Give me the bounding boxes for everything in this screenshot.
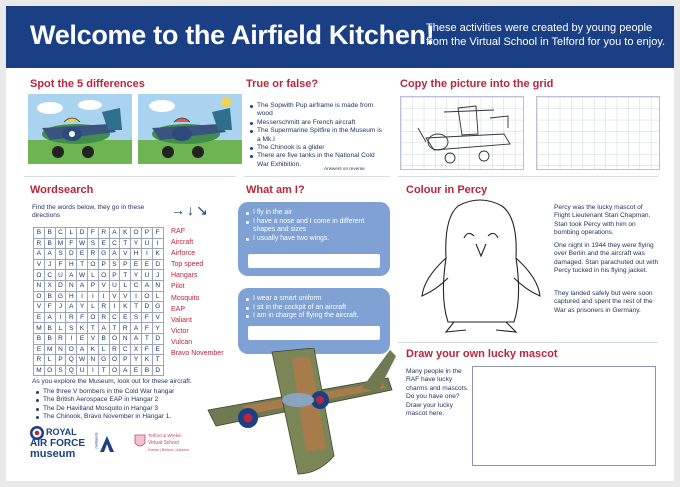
wordsearch-cell[interactable]: H bbox=[131, 249, 142, 260]
wordsearch-cell[interactable]: W bbox=[77, 355, 88, 366]
wordsearch-word: Airforce bbox=[171, 250, 196, 258]
mascot-cta: Draw your lucky mascot here. bbox=[406, 402, 453, 418]
wordsearch-cell[interactable]: V bbox=[109, 291, 120, 302]
wordsearch-cell[interactable]: B bbox=[34, 333, 45, 344]
school-logo-text: Virtual School bbox=[148, 440, 179, 446]
mascot-title: Draw your own lucky mascot bbox=[406, 348, 558, 360]
wordsearch-cell[interactable]: S bbox=[109, 259, 120, 270]
wordsearch-row bbox=[34, 333, 164, 344]
wordsearch-cell[interactable]: A bbox=[44, 312, 55, 323]
wordsearch-cell[interactable]: H bbox=[66, 259, 77, 270]
mascot-text: Many people in the RAF have lucky charms and mascots. Do you have one? bbox=[406, 368, 469, 401]
wordsearch-cell[interactable]: K bbox=[87, 344, 98, 355]
wordsearch-cell[interactable]: V bbox=[120, 291, 131, 302]
wordsearch-word: Top speed bbox=[171, 261, 204, 269]
wordsearch-cell[interactable]: I bbox=[55, 312, 66, 323]
wordsearch-cell[interactable]: O bbox=[34, 291, 45, 302]
school-logo-text: Telford & Wrekin bbox=[148, 433, 182, 438]
wordsearch-cell[interactable]: B bbox=[44, 291, 55, 302]
wordsearch-cell[interactable]: E bbox=[131, 259, 142, 270]
wordsearch-row bbox=[34, 344, 164, 355]
wordsearch-word: Pilot bbox=[171, 283, 185, 291]
wordsearch-cell[interactable]: W bbox=[77, 270, 88, 281]
wordsearch-row bbox=[34, 259, 164, 270]
truefalse-item: Messerschmitt are French aircraft bbox=[250, 119, 382, 127]
clue-line: I wear a smart uniform bbox=[246, 295, 359, 304]
wordsearch-cell[interactable]: A bbox=[141, 280, 152, 291]
wordsearch-cell[interactable]: N bbox=[120, 333, 131, 344]
wordsearch-row bbox=[34, 249, 164, 260]
wordsearch-cell[interactable]: R bbox=[34, 355, 45, 366]
aircraft-item: The three V bombers in the Cold War hangar bbox=[36, 388, 236, 396]
wordsearch-cell[interactable]: M bbox=[44, 344, 55, 355]
wordsearch-cell[interactable]: J bbox=[55, 302, 66, 313]
wordsearch-cell[interactable]: L bbox=[66, 228, 77, 239]
wordsearch-row bbox=[34, 365, 164, 376]
wordsearch-cell[interactable]: C bbox=[55, 228, 66, 239]
wordsearch-word-list bbox=[171, 226, 224, 359]
wordsearch-cell[interactable]: L bbox=[55, 323, 66, 334]
wordsearch-cell[interactable]: F bbox=[141, 323, 152, 334]
wordsearch-cell[interactable]: L bbox=[152, 291, 163, 302]
wordsearch-word: Valiant bbox=[171, 316, 192, 324]
wordsearch-cell[interactable]: L bbox=[87, 302, 98, 313]
wordsearch-cell[interactable]: R bbox=[98, 228, 109, 239]
wordsearch-cell[interactable]: E bbox=[120, 312, 131, 323]
raf-logo-text: ROYAL bbox=[46, 427, 77, 437]
copy-target-grid[interactable] bbox=[536, 96, 660, 170]
clue-line: I have a nose and I come in different shapes and sizes bbox=[246, 218, 380, 235]
wordsearch-cell[interactable]: D bbox=[152, 365, 163, 376]
wordsearch-cell[interactable]: V bbox=[98, 280, 109, 291]
wordsearch-grid bbox=[33, 227, 164, 376]
wordsearch-cell[interactable]: O bbox=[34, 270, 45, 281]
wordsearch-cell[interactable]: T bbox=[120, 270, 131, 281]
wordsearch-cell[interactable]: K bbox=[120, 302, 131, 313]
wordsearch-cell[interactable]: S bbox=[87, 238, 98, 249]
spot-title: Spot the 5 differences bbox=[30, 78, 145, 90]
wordsearch-cell[interactable]: X bbox=[131, 344, 142, 355]
percy-text-3: They landed safely but were soon captured and spent the rest of the War as prisoners in Germany. bbox=[554, 290, 653, 314]
wordsearch-cell[interactable]: B bbox=[98, 333, 109, 344]
wordsearch-cell[interactable]: T bbox=[87, 323, 98, 334]
wordsearch-cell[interactable]: E bbox=[152, 344, 163, 355]
wordsearch-cell[interactable]: N bbox=[55, 344, 66, 355]
wordsearch-title: Wordsearch bbox=[30, 184, 94, 196]
wordsearch-word: Bravo November bbox=[171, 350, 224, 358]
percy-penguin-outline bbox=[418, 198, 544, 338]
divider bbox=[24, 176, 236, 177]
spitfire-illustration bbox=[202, 348, 398, 478]
wordsearch-cell[interactable]: W bbox=[77, 238, 88, 249]
wordsearch-cell[interactable]: T bbox=[77, 259, 88, 270]
wordsearch-cell[interactable]: D bbox=[77, 228, 88, 239]
wordsearch-cell[interactable]: K bbox=[120, 228, 131, 239]
wordsearch-cell[interactable]: S bbox=[55, 249, 66, 260]
wordsearch-cell[interactable]: P bbox=[87, 280, 98, 291]
wordsearch-cell[interactable]: B bbox=[44, 228, 55, 239]
wordsearch-cell[interactable]: O bbox=[109, 365, 120, 376]
wordsearch-cell[interactable]: T bbox=[98, 365, 109, 376]
raf-logo-text: museum bbox=[30, 448, 76, 460]
wordsearch-cell[interactable]: Q bbox=[66, 355, 77, 366]
wordsearch-cell[interactable]: P bbox=[109, 270, 120, 281]
wordsearch-cell[interactable]: F bbox=[66, 238, 77, 249]
truefalse-list bbox=[250, 102, 382, 169]
percy-text-2: One night in 1944 they were flying over Berlin and the aircraft was damaged. Stan parachuted out with Percy tucked in his flying jacket. bbox=[554, 242, 659, 275]
wordsearch-intro: Find the words below, they go in these directions bbox=[32, 204, 145, 220]
percy-text-1: Percy was the lucky mascot of Flight Lieutenant Stan Chapman. Stan took Percy with him on bombing operations. bbox=[554, 204, 651, 237]
wordsearch-cell[interactable]: B bbox=[44, 238, 55, 249]
wordsearch-cell[interactable]: E bbox=[77, 249, 88, 260]
wordsearch-cell[interactable]: E bbox=[77, 333, 88, 344]
wordsearch-cell[interactable]: T bbox=[152, 355, 163, 366]
spot-picture-right bbox=[138, 94, 242, 164]
wordsearch-cell[interactable]: D bbox=[152, 333, 163, 344]
aircraft-item: The Chinook, Bravo November in Hangar 1. bbox=[36, 413, 236, 421]
wordsearch-cell[interactable]: I bbox=[66, 333, 77, 344]
wordsearch-cell[interactable]: K bbox=[77, 323, 88, 334]
wordsearch-cell[interactable]: R bbox=[109, 344, 120, 355]
wordsearch-cell[interactable]: F bbox=[77, 312, 88, 323]
wordsearch-cell[interactable]: O bbox=[66, 344, 77, 355]
wordsearch-word: Victor bbox=[171, 327, 189, 335]
wordsearch-cell[interactable]: B bbox=[44, 323, 55, 334]
aircraft-item: The De Havilland Mosquito in Hangar 3 bbox=[36, 405, 236, 413]
wordsearch-cell[interactable]: A bbox=[109, 249, 120, 260]
wordsearch-cell[interactable]: C bbox=[109, 238, 120, 249]
wordsearch-cell[interactable]: A bbox=[34, 249, 45, 260]
wordsearch-cell[interactable]: Q bbox=[66, 365, 77, 376]
wordsearch-cell[interactable]: M bbox=[34, 365, 45, 376]
wordsearch-cell[interactable]: R bbox=[98, 302, 109, 313]
wordsearch-cell[interactable]: V bbox=[34, 259, 45, 270]
wordsearch-cell[interactable]: G bbox=[98, 249, 109, 260]
wordsearch-cell[interactable]: P bbox=[55, 355, 66, 366]
header-banner bbox=[6, 6, 674, 68]
answer-box-1[interactable] bbox=[248, 254, 380, 268]
wordsearch-cell[interactable]: G bbox=[152, 302, 163, 313]
wordsearch-row bbox=[34, 323, 164, 334]
wordsearch-cell[interactable]: V bbox=[87, 333, 98, 344]
wordsearch-cell[interactable]: Y bbox=[152, 323, 163, 334]
raf-logo-text: AIR FORCE bbox=[30, 438, 85, 449]
truefalse-item: The Chinook is a glider bbox=[250, 144, 382, 152]
wordsearch-cell[interactable]: A bbox=[66, 302, 77, 313]
wordsearch-cell[interactable]: Y bbox=[131, 238, 142, 249]
wordsearch-cell[interactable]: E bbox=[34, 312, 45, 323]
wordsearch-cell[interactable]: Y bbox=[131, 355, 142, 366]
wordsearch-cell[interactable]: U bbox=[141, 270, 152, 281]
page-title: Welcome to the Airfield Kitchen! bbox=[30, 20, 435, 50]
wordsearch-cell[interactable]: R bbox=[120, 323, 131, 334]
wordsearch-cell[interactable]: H bbox=[66, 291, 77, 302]
wordsearch-cell[interactable]: E bbox=[141, 259, 152, 270]
wordsearch-cell[interactable]: A bbox=[98, 323, 109, 334]
wordsearch-cell[interactable]: O bbox=[131, 228, 142, 239]
school-crest-icon bbox=[134, 434, 146, 450]
wordsearch-cell[interactable]: R bbox=[66, 312, 77, 323]
wordsearch-cell[interactable]: A bbox=[131, 323, 142, 334]
wordsearch-cell[interactable]: A bbox=[109, 228, 120, 239]
wordsearch-cell[interactable]: D bbox=[66, 249, 77, 260]
wordsearch-cell[interactable]: A bbox=[120, 365, 131, 376]
wordsearch-cell[interactable]: P bbox=[120, 355, 131, 366]
wordsearch-cell[interactable]: E bbox=[131, 365, 142, 376]
wordsearch-cell[interactable]: O bbox=[141, 291, 152, 302]
wordsearch-cell[interactable]: C bbox=[44, 270, 55, 281]
clue-bubble-1 bbox=[238, 202, 390, 276]
wordsearch-cell[interactable]: M bbox=[55, 238, 66, 249]
wordsearch-cell[interactable]: T bbox=[131, 302, 142, 313]
wordsearch-cell[interactable]: S bbox=[66, 323, 77, 334]
clue-line: I sit in the cockpit of an aircraft bbox=[246, 304, 359, 313]
wordsearch-row bbox=[34, 312, 164, 323]
wordsearch-cell[interactable]: B bbox=[44, 333, 55, 344]
wordsearch-row bbox=[34, 355, 164, 366]
wordsearch-cell[interactable]: X bbox=[44, 280, 55, 291]
wordsearch-cell[interactable]: O bbox=[109, 355, 120, 366]
aircraft-item: The British Aerospace EAP in Hangar 2 bbox=[36, 396, 236, 404]
wordsearch-cell[interactable]: R bbox=[98, 312, 109, 323]
wordsearch-cell[interactable]: M bbox=[34, 323, 45, 334]
spot-picture-left bbox=[28, 94, 132, 164]
wordsearch-cell[interactable]: D bbox=[55, 280, 66, 291]
clue-line: I usually have two wings. bbox=[246, 235, 380, 244]
wordsearch-cell[interactable]: O bbox=[87, 259, 98, 270]
wordsearch-cell[interactable]: N bbox=[34, 280, 45, 291]
wordsearch-cell[interactable]: F bbox=[87, 228, 98, 239]
whatami-title: What am I? bbox=[246, 184, 305, 196]
wordsearch-cell[interactable]: G bbox=[55, 291, 66, 302]
wordsearch-row bbox=[34, 228, 164, 239]
divider bbox=[398, 342, 658, 343]
wordsearch-cell[interactable]: S bbox=[131, 312, 142, 323]
wordsearch-cell[interactable]: F bbox=[44, 302, 55, 313]
wordsearch-cell[interactable]: N bbox=[66, 280, 77, 291]
wordsearch-cell[interactable]: I bbox=[87, 365, 98, 376]
direction-arrows-icon: →↓↘ bbox=[171, 202, 210, 218]
clue-line: I am in charge of flying the aircraft. bbox=[246, 312, 359, 321]
wordsearch-cell[interactable]: P bbox=[120, 259, 131, 270]
wordsearch-cell[interactable]: L bbox=[44, 355, 55, 366]
wordsearch-cell[interactable]: E bbox=[98, 238, 109, 249]
wordsearch-cell[interactable]: T bbox=[141, 333, 152, 344]
wordsearch-cell[interactable]: V bbox=[152, 312, 163, 323]
wordsearch-word: Aircraft bbox=[171, 239, 194, 247]
wordsearch-cell[interactable]: U bbox=[55, 270, 66, 281]
wordsearch-cell[interactable]: F bbox=[141, 344, 152, 355]
activity-sheet bbox=[6, 6, 674, 481]
wordsearch-cell[interactable]: L bbox=[120, 280, 131, 291]
wordsearch-row bbox=[34, 238, 164, 249]
wordsearch-cell[interactable]: C bbox=[131, 280, 142, 291]
percy-title: Colour in Percy bbox=[406, 184, 488, 196]
wordsearch-cell[interactable]: F bbox=[141, 312, 152, 323]
wordsearch-cell[interactable]: S bbox=[55, 365, 66, 376]
clue-line: I fly in the air bbox=[246, 209, 380, 218]
museum-mark-icon bbox=[98, 434, 116, 454]
wordsearch-word: Mosquito bbox=[171, 294, 200, 302]
answer-box-2[interactable] bbox=[248, 326, 380, 340]
wordsearch-cell[interactable]: I bbox=[141, 249, 152, 260]
wordsearch-cell[interactable]: R bbox=[87, 249, 98, 260]
wordsearch-cell[interactable]: R bbox=[55, 333, 66, 344]
wordsearch-cell[interactable]: A bbox=[44, 249, 55, 260]
truefalse-item: The Supermarine Spitfire in the Museum is a Mk.I bbox=[250, 127, 382, 144]
wordsearch-cell[interactable]: E bbox=[34, 344, 45, 355]
wordsearch-cell[interactable]: F bbox=[152, 228, 163, 239]
wordsearch-cell[interactable]: G bbox=[98, 355, 109, 366]
wordsearch-cell[interactable]: V bbox=[120, 249, 131, 260]
wordsearch-word: Hangars bbox=[171, 272, 198, 280]
school-logo-text: Dream | Believe | Achieve bbox=[148, 448, 190, 452]
wordsearch-cell[interactable]: I bbox=[87, 291, 98, 302]
wordsearch-cell[interactable]: Y bbox=[131, 270, 142, 281]
wordsearch-cell[interactable]: I bbox=[98, 291, 109, 302]
divider bbox=[244, 176, 390, 177]
wordsearch-cell[interactable]: N bbox=[87, 355, 98, 366]
wordsearch-cell[interactable]: J bbox=[152, 270, 163, 281]
wordsearch-row bbox=[34, 280, 164, 291]
truefalse-item: The Sopwith Pup airframe is made from wood bbox=[250, 102, 382, 119]
wordsearch-cell[interactable]: A bbox=[131, 333, 142, 344]
explore-intro: As you explore the Museum, look out for these aircraft. bbox=[32, 378, 192, 385]
wordsearch-cell[interactable]: I bbox=[109, 302, 120, 313]
wordsearch-cell[interactable]: D bbox=[141, 302, 152, 313]
wordsearch-row bbox=[34, 302, 164, 313]
raf-museum-logo bbox=[30, 426, 120, 466]
truefalse-title: True or false? bbox=[246, 78, 319, 90]
wordsearch-row bbox=[34, 291, 164, 302]
wordsearch-cell[interactable]: U bbox=[109, 280, 120, 291]
wordsearch-cell[interactable]: I bbox=[77, 291, 88, 302]
wordsearch-cell[interactable]: P bbox=[141, 228, 152, 239]
wordsearch-cell[interactable]: T bbox=[120, 238, 131, 249]
wordsearch-word: Vulcan bbox=[171, 338, 193, 346]
wordsearch-cell[interactable]: B bbox=[141, 365, 152, 376]
wordsearch-cell[interactable]: J bbox=[44, 259, 55, 270]
wordsearch-cell[interactable]: K bbox=[152, 249, 163, 260]
wordsearch-cell[interactable]: O bbox=[44, 365, 55, 376]
wordsearch-cell[interactable]: V bbox=[34, 302, 45, 313]
wordsearch-cell[interactable]: C bbox=[120, 344, 131, 355]
wordsearch-cell[interactable]: A bbox=[77, 280, 88, 291]
wordsearch-row bbox=[34, 270, 164, 281]
wordsearch-word: RAF bbox=[171, 228, 185, 235]
wordsearch-cell[interactable]: T bbox=[109, 323, 120, 334]
wordsearch-cell[interactable]: F bbox=[55, 259, 66, 270]
wordsearch-cell[interactable]: I bbox=[152, 238, 163, 249]
wordsearch-cell[interactable]: O bbox=[87, 312, 98, 323]
wordsearch-cell[interactable]: R bbox=[34, 238, 45, 249]
wordsearch-cell[interactable]: U bbox=[77, 365, 88, 376]
truefalse-item: There are five tanks in the National Cold War Exhibition. bbox=[250, 152, 382, 169]
wordsearch-cell[interactable]: N bbox=[152, 280, 163, 291]
raf-logo-text: midlands bbox=[93, 432, 99, 449]
wordsearch-cell[interactable]: L bbox=[98, 344, 109, 355]
wordsearch-cell[interactable]: K bbox=[141, 355, 152, 366]
page-subtitle: These activities were created by young people from the Virtual School in Telford for you to enjoy. bbox=[426, 22, 666, 48]
copy-title: Copy the picture into the grid bbox=[400, 78, 554, 90]
copy-source-picture bbox=[404, 98, 522, 168]
clue-bubble-2 bbox=[238, 288, 390, 354]
wordsearch-cell[interactable]: B bbox=[34, 228, 45, 239]
wordsearch-cell[interactable]: D bbox=[152, 259, 163, 270]
wordsearch-cell[interactable]: C bbox=[109, 312, 120, 323]
wordsearch-cell[interactable]: A bbox=[66, 270, 77, 281]
wordsearch-cell[interactable]: O bbox=[98, 270, 109, 281]
wordsearch-cell[interactable]: P bbox=[98, 259, 109, 270]
wordsearch-cell[interactable]: U bbox=[141, 238, 152, 249]
wordsearch-cell[interactable]: A bbox=[77, 344, 88, 355]
divider bbox=[398, 176, 658, 177]
wordsearch-word: EAP bbox=[171, 305, 186, 313]
answers-note: Answers on reverse bbox=[324, 166, 365, 171]
wordsearch-cell[interactable]: I bbox=[131, 291, 142, 302]
wordsearch-cell[interactable]: O bbox=[109, 333, 120, 344]
wordsearch-cell[interactable]: L bbox=[87, 270, 98, 281]
mascot-drawing-box[interactable] bbox=[472, 366, 656, 466]
wordsearch-cell[interactable]: Y bbox=[77, 302, 88, 313]
